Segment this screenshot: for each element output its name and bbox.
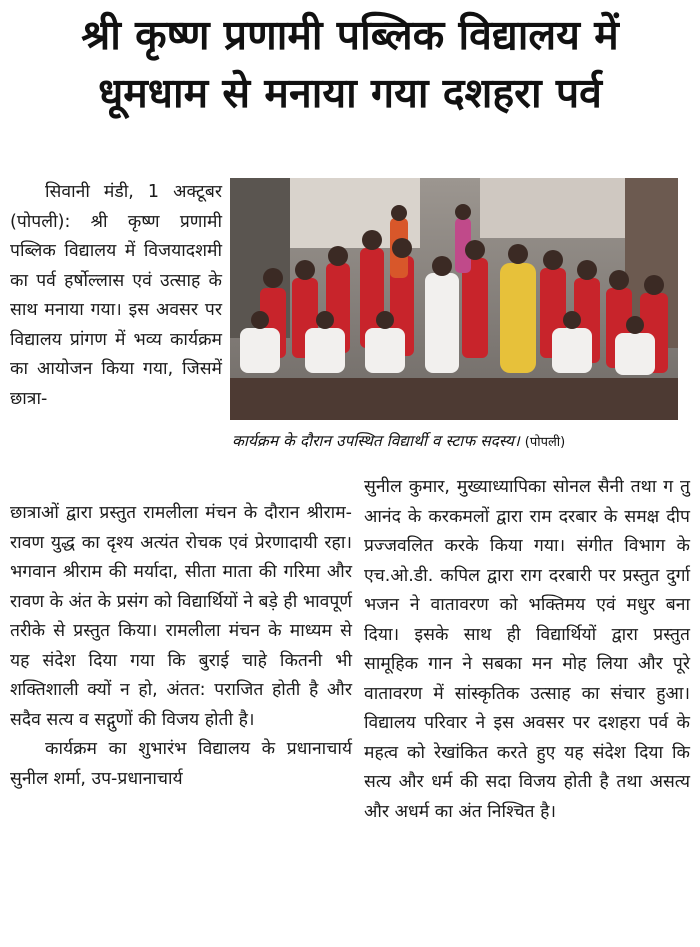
group-photo-illustration — [230, 178, 678, 420]
headline-line-2: धूमधाम से मनाया गया दशहरा पर्व — [98, 69, 602, 117]
photo-caption — [232, 430, 690, 454]
article-paragraph: छात्राओं द्वारा प्रस्तुत रामलीला मंचन के दौरान श्रीराम-रावण युद्ध का दृश्य अत्यंत रोचक एवं प्रेरणादायी रहा। भगवान श्रीराम की मर्यादा, सीता माता की गरिमा और रावण के अंत के प्रसंग को विद्यार्थियों ने बड़े ही भावपूर्ण तरीके से प्रस्तुत किया। रामलीला मंचन के माध्यम से यह संदेश दिया गया कि बुराई चाहे कितनी भी शक्तिशाली क्यों न हो, अंतत: पराजित होती है और सदैव सत्य व सद्गुणों की विजय होती है। — [10, 503, 352, 730]
group-photo — [230, 178, 678, 420]
photo-caption-text: कार्यक्रम के दौरान उपस्थित विद्यार्थी व स्टाफ सदस्य। — [232, 432, 520, 450]
article-column-right — [364, 473, 690, 827]
article-paragraph: सिवानी मंडी, 1 अक्टूबर (पोपली): श्री कृष्ण प्रणामी पब्लिक विद्यालय में विजयादशमी का पर्व हर्षोल्लास एवं उत्साह के साथ मनाया गया। इस अवसर पर विद्यालय प्रांगण में भव्य कार्यक्रम का आयोजन किया गया, जिसमें छात्रा- — [10, 182, 222, 409]
article-paragraph: सुनील कुमार, मुख्याध्यापिका सोनल सैनी तथा ग तु आनंद के करकमलों द्वारा राम दरबार के समक्ष दीप प्रज्जवलित करके किया गया। संगीत विभाग के एच.ओ.डी. कपिल द्वारा राग दरबारी पर प्रस्तुत दुर्गा भजन ने वातावरण को भक्तिमय एवं मधुर बना दिया। इसके साथ ही विद्यार्थियों द्वारा प्रस्तुत सामूहिक गान ने सबका मन मोह लिया और पूरे वातावरण में सांस्कृतिक उत्साह का संचार हुआ। विद्यालय परिवार ने इस अवसर पर दशहरा पर्व के महत्व को रेखांकित करते हुए यह संदेश दिया कि सत्य और धर्म की सदा विजय होती है तथा असत्य और अधर्म का अंत निश्चित है। — [364, 477, 690, 822]
article-paragraph: कार्यक्रम का शुभारंभ विद्यालय के प्रधानाचार्य सुनील शर्मा, उप-प्रधानाचार्य — [10, 739, 352, 789]
article-column-intro — [10, 178, 222, 414]
headline — [10, 6, 690, 122]
headline-line-1: श्री कृष्ण प्रणामी पब्लिक विद्यालय में — [81, 11, 619, 59]
photo-credit: (पोपली) — [524, 435, 566, 450]
article-column-left — [10, 499, 352, 794]
